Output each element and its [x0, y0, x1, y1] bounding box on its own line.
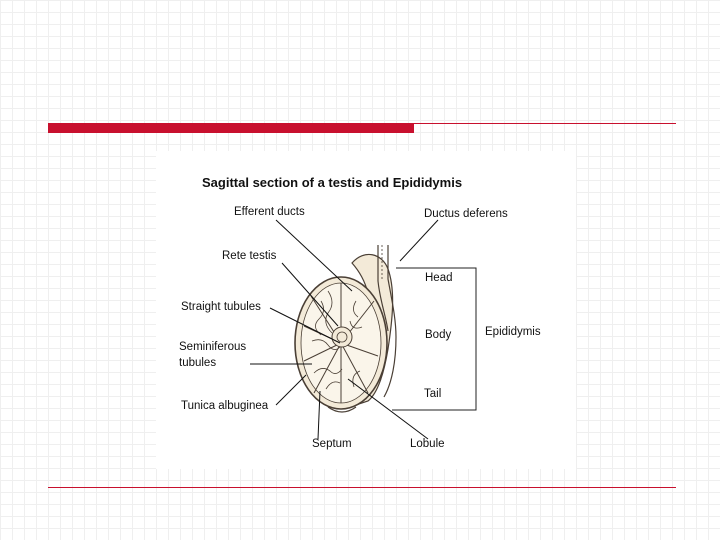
rete-testis-shape [332, 327, 352, 347]
title-underline-rule [414, 123, 676, 124]
label-head: Head [425, 272, 453, 284]
title-underline-bar [48, 123, 414, 133]
label-seminiferous-line2: tubules [179, 357, 217, 369]
diagram-title: Sagittal section of a testis and Epididymis [202, 175, 463, 190]
footer-rule [48, 487, 676, 488]
label-seminiferous-line1: Seminiferous [179, 341, 247, 353]
label-lobule: Lobule [410, 438, 445, 450]
label-tail: Tail [424, 388, 442, 400]
label-epididymis: Epididymis [485, 326, 541, 338]
diagram-figure [156, 151, 576, 469]
label-ductus-deferens: Ductus deferens [424, 208, 508, 220]
label-septum: Septum [312, 438, 352, 450]
label-straight-tubules: Straight tubules [181, 301, 261, 313]
label-body: Body [425, 329, 452, 341]
label-efferent-ducts: Efferent ducts [234, 206, 305, 218]
label-rete-testis: Rete testis [222, 250, 277, 262]
label-tunica-albuginea: Tunica albuginea [181, 400, 269, 412]
